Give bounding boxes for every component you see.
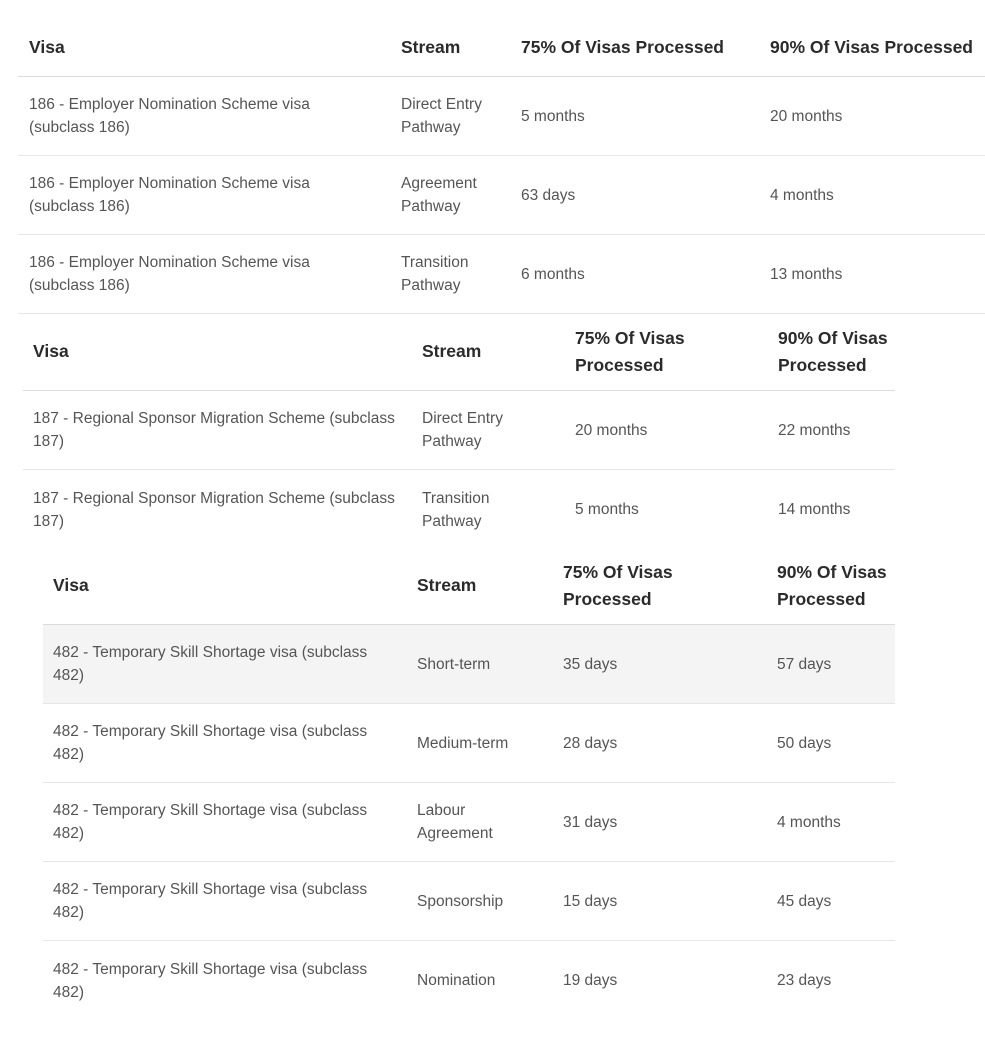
table-header-row (18, 18, 985, 77)
p90-cell: 4 months (770, 186, 834, 204)
p75-cell: 5 months (575, 501, 639, 518)
visa-cell: 482 - Temporary Skill Shortage visa (subclass 482) (53, 723, 368, 763)
visa-cell: 482 - Temporary Skill Shortage visa (subclass 482) (53, 644, 368, 684)
visa-cell: 482 - Temporary Skill Shortage visa (subclass 482) (53, 960, 368, 1001)
p90-cell: 50 days (777, 734, 832, 752)
p90-cell: 22 months (778, 421, 851, 439)
p75-cell: 19 days (563, 972, 618, 989)
stream-cell: Direct Entry Pathway (422, 410, 503, 450)
p90-cell: 13 months (770, 265, 843, 283)
column-header-75-percent: 75% Of Visas Processed (563, 561, 673, 609)
column-header-stream: Stream (422, 341, 482, 361)
column-header-visa: Visa (29, 36, 65, 57)
column-header-90-percent: 90% Of Visas Processed (777, 561, 887, 609)
column-header-stream: Stream (401, 36, 461, 57)
column-header-90-percent: 90% Of Visas Processed (770, 36, 973, 57)
stream-cell: Direct Entry Pathway (401, 96, 482, 136)
stream-cell: Short-term (417, 655, 491, 673)
table-row (43, 625, 895, 704)
p90-cell: 23 days (777, 972, 832, 989)
column-header-90-percent: 90% Of Visas Processed (778, 327, 888, 375)
stream-cell: Transition Pathway (401, 254, 469, 294)
table-header-row (43, 547, 895, 625)
visa-cell: 186 - Employer Nomination Scheme visa (subclass 186) (29, 96, 310, 136)
stream-cell: Medium-term (417, 734, 509, 752)
processing-times-table-187 (23, 313, 895, 549)
visa-cell: 187 - Regional Sponsor Migration Scheme (subclass 187) (33, 489, 395, 530)
column-header-75-percent: 75% Of Visas Processed (575, 327, 685, 375)
table-row (23, 470, 895, 549)
column-header-75-percent: 75% Of Visas Processed (521, 36, 724, 57)
column-header-visa: Visa (53, 575, 89, 595)
p90-cell: 57 days (777, 655, 832, 673)
stream-cell: Nomination (417, 972, 496, 989)
table-row (43, 862, 895, 941)
stream-cell: Labour Agreement (417, 802, 493, 842)
visa-cell: 482 - Temporary Skill Shortage visa (subclass 482) (53, 802, 368, 842)
p90-cell: 20 months (770, 107, 843, 125)
stream-cell: Agreement Pathway (401, 175, 477, 215)
table-row (18, 235, 985, 314)
p75-cell: 28 days (563, 734, 618, 752)
p90-cell: 45 days (777, 892, 832, 910)
processing-times-table-482 (43, 547, 895, 1020)
table-row (43, 941, 895, 1020)
p75-cell: 6 months (521, 265, 585, 283)
p75-cell: 35 days (563, 655, 618, 673)
visa-cell: 186 - Employer Nomination Scheme visa (subclass 186) (29, 175, 310, 215)
visa-cell: 187 - Regional Sponsor Migration Scheme (subclass 187) (33, 410, 395, 450)
table-row (23, 391, 895, 470)
stream-cell: Transition Pathway (422, 489, 490, 530)
p75-cell: 63 days (521, 186, 576, 204)
visa-cell: 482 - Temporary Skill Shortage visa (subclass 482) (53, 881, 368, 921)
table-row (43, 704, 895, 783)
visa-cell: 186 - Employer Nomination Scheme visa (subclass 186) (29, 254, 310, 294)
stream-cell: Sponsorship (417, 892, 504, 910)
p90-cell: 14 months (778, 501, 851, 518)
table-row (18, 77, 985, 156)
p75-cell: 20 months (575, 421, 648, 439)
column-header-stream: Stream (417, 575, 477, 595)
processing-times-table-186 (18, 18, 985, 314)
table-row (18, 156, 985, 235)
p90-cell: 4 months (777, 813, 841, 831)
table-header-row (23, 313, 895, 391)
table-row (43, 783, 895, 862)
p75-cell: 15 days (563, 892, 618, 910)
p75-cell: 31 days (563, 813, 618, 831)
p75-cell: 5 months (521, 107, 585, 125)
column-header-visa: Visa (33, 341, 69, 361)
